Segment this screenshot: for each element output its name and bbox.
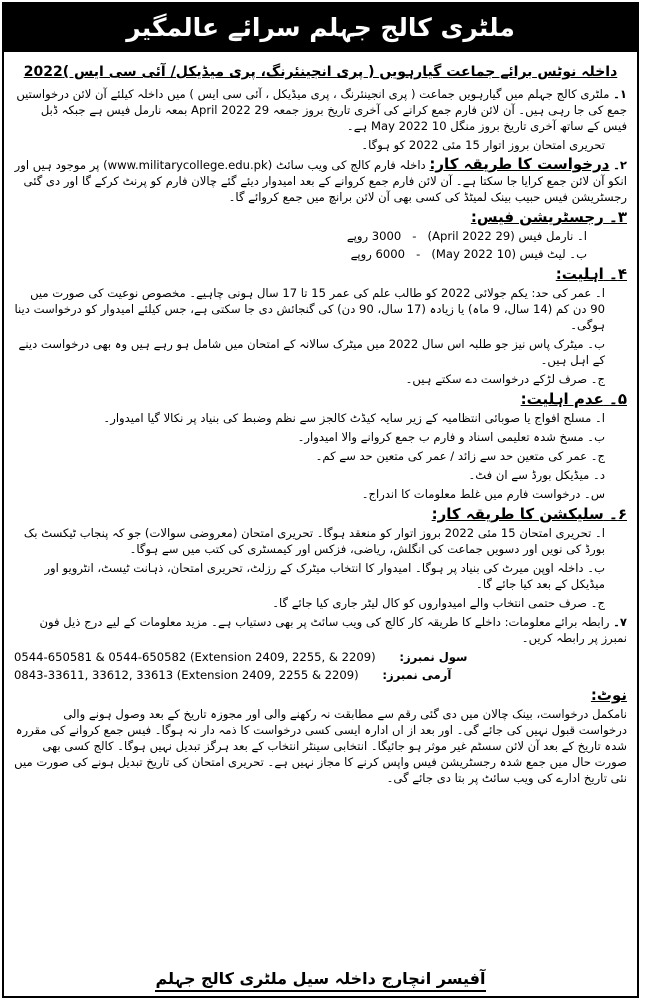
signature-block xyxy=(4,969,637,988)
section-4-title: اہلیت: xyxy=(555,265,604,283)
ineligibility-item: س۔ درخواست فارم میں غلط معلومات کا اندراج۔ xyxy=(361,487,605,501)
army-numbers-label: آرمی نمبرز: xyxy=(382,668,452,682)
section-2 xyxy=(14,156,627,205)
section-2-title: درخواست کا طریقہ کار: xyxy=(429,155,610,173)
eligibility-matric: ب۔ میٹرک پاس نیز جو طلبہ اس سال 2022 میں میٹرک سالانہ کے امتحان میں شامل ہو رہے ہیں وہ بھی درخواست دینے کے اہل ہیں۔ xyxy=(18,337,605,367)
section-1-text: ملٹری کالج جہلم میں گیارہویں جماعت ( پری انجینئرنگ ، پری میڈیکل ، آئی سی ایس ) میں داخلہ کیلئے آن لائن درخواستیں جمع کی جا رہی ہیں۔ آن لائن فارم جمع کرانے کی آخری تاریخ بروز جمعہ 29 April 2022 بمعہ نارمل فیس ہے جبکہ ڈبل فیس کے ساتھ آخری تاریخ بروز منگل 10 May 2022 ہے۔ xyxy=(16,87,627,133)
banner-title: ملٹری کالج جہلم سرائے عالمگیر xyxy=(4,4,637,52)
fee-row-late: ب۔ لیٹ فیس (10 May 2022) - 6000 روپے xyxy=(350,247,587,261)
notice-frame xyxy=(2,2,639,998)
fee-label-late: ب۔ لیٹ فیس (10 May 2022) xyxy=(431,247,587,261)
selection-merit: ب۔ داخلہ اوپن میرٹ کی بنیاد پر ہوگا۔ امیدوار کا انتخاب میٹرک کے رزلٹ، تحریری امتحان، ذہانت ٹیسٹ، انٹرویو اور میڈیکل کے بعد کیا جائے گا۔ xyxy=(44,561,605,591)
section-1 xyxy=(14,86,627,134)
section-3-title: رجسٹریشن فیس: xyxy=(470,208,604,226)
note-heading: نوٹ: xyxy=(590,686,627,704)
note-text: نامکمل درخواست، بینک چالان میں دی گئی رقم سے مطابقت نہ رکھنے والی اور مجوزہ تاریخ کے بعد وصول ہونے والی درخواست قبول نہیں کی جائے گی۔ اور بعد از اں ادارہ ایسی کسی درخواست کا ذمہ دار نہ ہوگا۔ فیس جمع کروانے کی مقررہ شدہ تاریخ کے بعد آن لائن سسٹم غیر موثر ہو جائیگا۔ انتخابی سینٹر انتخاب کے بعد ہرگز تبدیل نہیں ہوگا۔ کالج کسی بھی صورت حال میں جمع شدہ رجسٹریشن فیس واپس کرنے کا مجاز نہیں ہے۔ تحریری امتحان کی تاریخ تبدیل ہونے کی صورت میں نئی تاریخ ادارے کی ویب سائٹ پر بتا دی جائے گی۔ xyxy=(14,707,627,785)
section-3-number: ۳۔ xyxy=(609,208,627,226)
section-2-number: ۲۔ xyxy=(613,158,627,172)
section-6-title: سلیکشن کا طریقہ کار: xyxy=(431,505,604,523)
section-7 xyxy=(14,614,627,646)
fee-amount-late: 6000 روپے xyxy=(350,247,406,261)
civil-numbers-value: 0544-650581 & 0544-650582 (Extension 2409, 2255, & 2209) xyxy=(14,650,376,664)
section-4-number: ۴۔ xyxy=(609,265,627,283)
eligibility-age: ا۔ عمر کی حد: یکم جولائی 2022 کو طالب علم کی عمر 15 تا 17 سال ہونی چاہیے۔ مخصوص نوعیت کی صورت میں 90 دن کم (14 سال، 9 ماہ) یا زیادہ (17 سال، 90 دن) کی گنجائش دی جا سکتی ہے، جس کیلئے امیدوار کو درخواست دینا ہوگی۔ xyxy=(14,286,605,332)
civil-numbers-row xyxy=(14,649,627,665)
notice-subtitle: داخلہ نوٹس برائے جماعت گیارہویں ( پری انجینئرنگ، پری میڈیکل/ آئی سی ایس )2022 xyxy=(23,64,618,80)
section-2-text: داخلہ فارم کالج کی ویب سائٹ (www.militarycollege.edu.pk) پر موجود ہیں اور انکو آن لائن جمع کرایا جا سکتا ہے۔ آن لائن فارم جمع کروانے کے بعد امیدوار دیئے گئے چالان فارم کو پرنٹ کرکے گا اور دی گئی رجسٹریشن فیس حبیب بینک لمیٹڈ کی کسی بھی آن لائن برانچ میں جمع کروائے گا۔ xyxy=(14,158,627,204)
ineligibility-item: د۔ میڈیکل بورڈ سے ان فٹ۔ xyxy=(468,468,605,482)
section-7-number: ۷۔ xyxy=(613,615,627,629)
section-6-heading xyxy=(14,506,627,522)
section-6-number: ۶۔ xyxy=(609,505,627,523)
section-1-number: ۱۔ xyxy=(613,87,627,101)
section-4-heading xyxy=(14,266,627,282)
section-5-title: عدم اہلیت: xyxy=(520,390,604,408)
ineligibility-item: ب۔ مسخ شدہ تعلیمی اسناد و فارم ب جمع کروانے والا امیدوار۔ xyxy=(297,430,605,444)
fee-row-normal: ا۔ نارمل فیس (29 April 2022) - 3000 روپے xyxy=(346,229,587,243)
notice-body xyxy=(14,58,627,956)
section-5-number: ۵۔ xyxy=(609,390,627,408)
section-5-heading xyxy=(14,391,627,407)
selection-call-letter: ج۔ صرف حتمی انتخاب والے امیدواروں کو کال لیٹر جاری کیا جائے گا۔ xyxy=(272,596,605,610)
section-7-text: رابطہ برائے معلومات: داخلے کا طریقہ کار کالج کی ویب سائٹ پر بھی دستیاب ہے۔ مزید معلومات کے لیے درج ذیل فون نمبرز پر رابطہ کریں۔ xyxy=(39,615,627,645)
section-3-heading xyxy=(14,209,627,225)
eligibility-boys-only: ج۔ صرف لڑکے درخواست دے سکتے ہیں۔ xyxy=(405,372,605,386)
ineligibility-item: ج۔ عمر کی متعین حد سے زائد / عمر کی متعین حد سے کم۔ xyxy=(315,449,605,463)
civil-numbers-label: سول نمبرز: xyxy=(399,650,468,664)
army-numbers-value: 0843-33611, 33612, 33613 (Extension 2409, 2255 & 2209) xyxy=(14,668,359,682)
selection-written-test: ا۔ تحریری امتحان 15 مئی 2022 بروز اتوار کو منعقد ہوگا۔ تحریری امتحان (معروضی سوالات) جو کہ پنجاب ٹیکسٹ بک بورڈ کی نویں اور دسویں جماعت کی انگلش، ریاضی، فزکس اور کیمسٹری کی کتب میں سے ہوگا۔ xyxy=(23,526,605,556)
section-1-exam-date: تحریری امتحان بروز اتوار 15 مئی 2022 کو ہوگا۔ xyxy=(361,138,605,152)
ineligibility-item: ا۔ مسلح افواج یا صوبائی انتظامیہ کے زیر سایہ کیڈٹ کالجز سے نظم وضبط کی بنیاد پر نکالا گیا امیدوار۔ xyxy=(103,411,605,425)
fee-amount-normal: 3000 روپے xyxy=(346,229,402,243)
fee-label-normal: ا۔ نارمل فیس (29 April 2022) xyxy=(427,229,587,243)
signature-text: آفیسر انچارج داخلہ سیل ملٹری کالج جہلم xyxy=(155,969,485,992)
army-numbers-row xyxy=(14,667,627,683)
